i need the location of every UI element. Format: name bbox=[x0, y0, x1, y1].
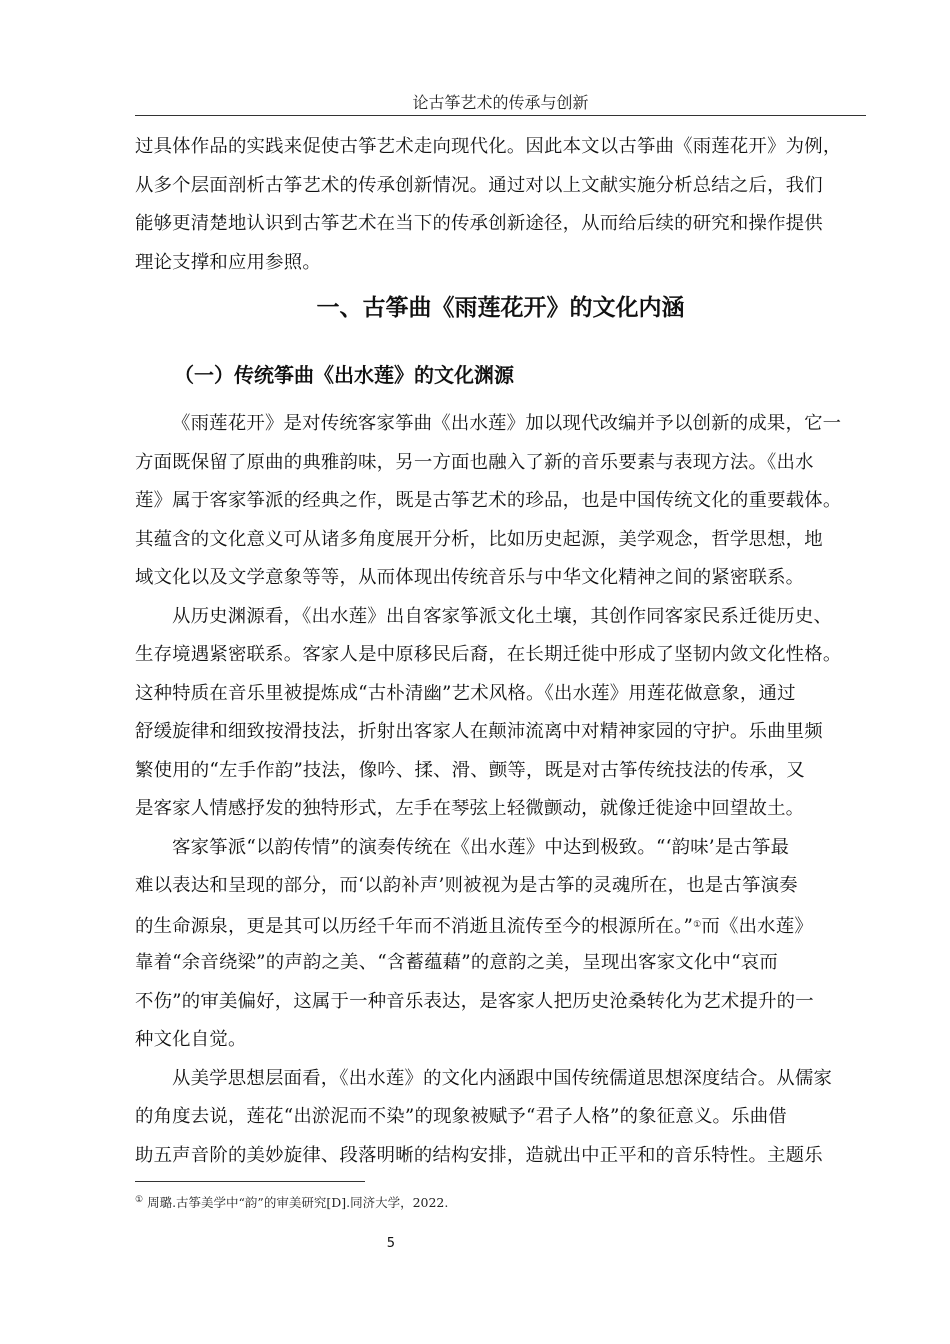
subsection-heading: （一）传统筝曲《出水莲》的文化渊源 bbox=[174, 363, 514, 387]
text-line: 生存境遇紧密联系。客家人是中原移民后裔，在长期迁徙中形成了坚韧内敛文化性格。 bbox=[135, 644, 842, 665]
paragraph-4 bbox=[135, 1060, 867, 1176]
text-line: 能够更清楚地认识到古筝艺术在当下的传承创新途径，从而给后续的研究和操作提供 bbox=[135, 213, 823, 234]
text-segment: 而《出水莲》 bbox=[701, 915, 813, 937]
running-header: 论古筝艺术的传承与创新 bbox=[412, 93, 589, 112]
footnote bbox=[135, 1190, 448, 1213]
section-heading: 一、古筝曲《雨莲花开》的文化内涵 bbox=[316, 295, 685, 321]
footnote-marker: ① bbox=[135, 1195, 144, 1205]
text-line: 难以表达和呈现的部分，而‘以韵补声’则被视为是古筝的灵魂所在，也是古筝演奏 bbox=[135, 875, 798, 896]
text-line: 种文化自觉。 bbox=[135, 1029, 247, 1050]
header-divider bbox=[135, 115, 866, 116]
text-line: 这种特质在音乐里被提炼成“古朴清幽”艺术风格。《出水莲》用莲花做意象，通过 bbox=[135, 682, 796, 704]
text-line: 理论支撑和应用参照。 bbox=[135, 251, 321, 273]
footnote-text: 周璐.古筝美学中“韵”的审美研究[D].同济大学，2022. bbox=[147, 1195, 449, 1210]
text-line: 不伤”的审美偏好，这属于一种音乐表达，是客家人把历史沧桑转化为艺术提升的一 bbox=[135, 990, 814, 1012]
text-line: 从多个层面剖析古筝艺术的传承创新情况。通过对以上文献实施分析总结之后，我们 bbox=[135, 174, 823, 196]
text-line: 从历史渊源看，《出水莲》出自客家筝派文化土壤，其创作同客家民系迁徙历史、 bbox=[172, 605, 833, 627]
paragraph-2 bbox=[135, 598, 867, 829]
text-line: 繁使用的“左手作韵”技法，像吟、揉、滑、颤等，既是对古筝传统技法的传承，又 bbox=[135, 759, 805, 781]
text-line: 靠着“余音绕梁”的声韵之美、“含蓄蕴藉”的意韵之美，呈现出客家文化中“哀而 bbox=[135, 952, 778, 973]
intro-paragraph bbox=[135, 128, 867, 282]
body-paragraphs bbox=[135, 405, 867, 1175]
text-line: 方面既保留了原曲的典雅韵味，另一方面也融入了新的音乐要素与表现方法。《出水 bbox=[135, 451, 814, 473]
paragraph-3 bbox=[135, 829, 867, 1060]
text-segment: 的生命源泉，更是其可以历经千年而不消逝且流传至今的根源所在。” bbox=[135, 915, 694, 937]
text-line: 客家筝派“以韵传情”的演奏传统在《出水莲》中达到极致。“‘韵味’是古筝最 bbox=[172, 836, 790, 858]
footnote-divider bbox=[135, 1181, 365, 1182]
text-line: 域文化以及文学意象等等，从而体现出传统音乐与中华文化精神之间的紧密联系。 bbox=[135, 567, 805, 588]
text-line: 《雨莲花开》是对传统客家筝曲《出水莲》加以现代改编并予以创新的成果，它一 bbox=[172, 413, 842, 434]
page-number: 5 bbox=[386, 1236, 395, 1251]
footnote-reference[interactable]: ① bbox=[693, 919, 702, 930]
text-line: 莲》属于客家筝派的经典之作，既是古筝艺术的珍品，也是中国传统文化的重要载体。 bbox=[135, 490, 842, 511]
paragraph-1 bbox=[135, 405, 867, 598]
text-line: 从美学思想层面看，《出水莲》的文化内涵跟中国传统儒道思想深度结合。从儒家 bbox=[172, 1067, 833, 1089]
text-line: 过具体作品的实践来促使古筝艺术走向现代化。因此本文以古筝曲《雨莲花开》为例， bbox=[135, 136, 842, 157]
text-line: 是客家人情感抒发的独特形式，左手在琴弦上轻微颤动，就像迁徙途中回望故土。 bbox=[135, 798, 805, 819]
text-line: 的角度去说，莲花“出淤泥而不染”的现象被赋予“君子人格”的象征意义。乐曲借 bbox=[135, 1106, 787, 1127]
text-line-with-footnote bbox=[135, 906, 867, 945]
text-line: 舒缓旋律和细致按滑技法，折射出客家人在颠沛流离中对精神家园的守护。乐曲里频 bbox=[135, 721, 823, 742]
text-line: 其蕴含的文化意义可从诸多角度展开分析，比如历史起源，美学观念，哲学思想，地 bbox=[135, 528, 823, 550]
text-line: 助五声音阶的美妙旋律、段落明晰的结构安排，造就出中正平和的音乐特性。主题乐 bbox=[135, 1144, 823, 1166]
